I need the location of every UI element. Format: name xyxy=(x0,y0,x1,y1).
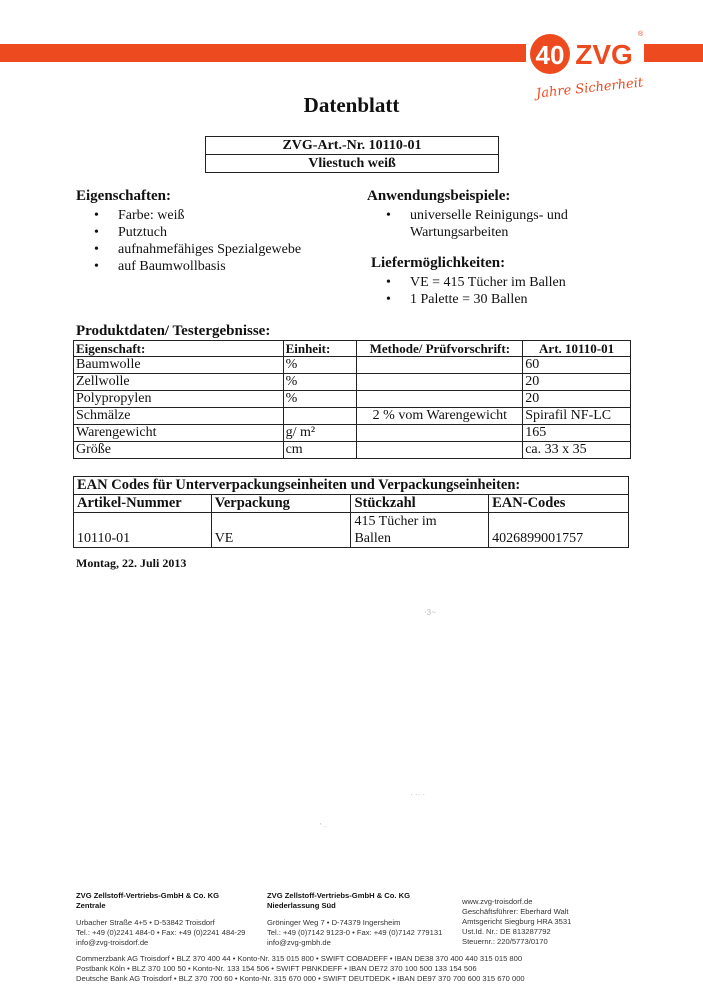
list-item: • universelle Reinigungs- und xyxy=(386,207,568,224)
list-item: • VE = 415 Tücher im Ballen xyxy=(386,274,566,291)
table-row xyxy=(74,442,631,459)
header-accent-bar xyxy=(0,44,526,62)
ean-heading: EAN Codes für Unterverpackungseinheiten und Verpackungseinheiten: xyxy=(74,477,629,495)
table-cell: Schmälze xyxy=(74,408,284,425)
footer-vat: Ust.Id. Nr.: DE 813287792 xyxy=(462,927,551,936)
column-header: Artikel-Nummer xyxy=(74,495,212,513)
table-row xyxy=(74,513,629,548)
footer-court: Amtsgericht Siegburg HRA 3531 xyxy=(462,917,572,926)
ean-title-row xyxy=(74,477,629,495)
footer-email[interactable]: info@zvg-troisdorf.de xyxy=(76,938,149,947)
table-cell xyxy=(357,391,523,408)
table-cell: Polypropylen xyxy=(74,391,284,408)
table-cell xyxy=(351,513,489,548)
table-cell: VE xyxy=(211,513,351,548)
table-cell xyxy=(357,442,523,459)
column-header: EAN-Codes xyxy=(489,495,629,513)
table-row xyxy=(74,391,631,408)
footer-tax: Steuernr.: 220/5773/0170 xyxy=(462,937,548,946)
table-cell: ca. 33 x 35 xyxy=(523,442,631,459)
usage-heading: Anwendungsbeispiele: xyxy=(367,188,511,204)
table-cell: 60 xyxy=(523,357,631,374)
list-item: • Putztuch xyxy=(94,224,301,241)
table-cell: 20 xyxy=(523,391,631,408)
logo-tagline: Jahre Sicherheit xyxy=(535,75,644,102)
document-date: Montag, 22. Juli 2013 xyxy=(76,556,187,570)
table-cell: cm xyxy=(283,442,357,459)
table-cell: Warengewicht xyxy=(74,425,284,442)
footer-web[interactable]: www.zvg-troisdorf.de xyxy=(462,897,533,906)
table-cell: Baumwolle xyxy=(74,357,284,374)
quantity-line: 415 Tücher im xyxy=(354,514,437,529)
properties-list xyxy=(94,207,301,275)
table-header-row xyxy=(74,341,631,357)
column-header: Art. 10110-01 xyxy=(523,341,631,357)
footer-company: ZVG Zellstoff-Vertriebs-GmbH & Co. KG xyxy=(267,891,411,900)
quantity-line: Ballen xyxy=(354,531,391,546)
usage-item-continued: Wartungsarbeiten xyxy=(410,225,509,240)
table-header-row xyxy=(74,495,629,513)
logo-number: 40 xyxy=(535,40,565,70)
footer-label: Zentrale xyxy=(76,901,106,910)
column-header: Methode/ Prüfvorschrift: xyxy=(357,341,523,357)
table-cell xyxy=(357,425,523,442)
table-cell: Spirafil NF-LC xyxy=(523,408,631,425)
table-row xyxy=(74,425,631,442)
list-item: • aufnahmefähiges Spezialgewebe xyxy=(94,241,301,258)
list-item: • Farbe: weiß xyxy=(94,207,301,224)
footer-phone: Tel.: +49 (0)2241 484-0 • Fax: +49 (0)2241 484-29 xyxy=(76,928,246,937)
footer-banks xyxy=(76,954,676,984)
footer-label: Niederlassung Süd xyxy=(267,901,336,910)
usage-list xyxy=(386,207,568,224)
footer-legal xyxy=(462,897,662,947)
logo-brand: ZVG xyxy=(575,39,633,70)
column-header: Einheit: xyxy=(283,341,357,357)
logo-registered: ® xyxy=(638,31,644,38)
properties-heading: Eigenschaften: xyxy=(76,188,171,204)
column-header: Eigenschaft: xyxy=(74,341,284,357)
column-header: Verpackung xyxy=(211,495,351,513)
table-cell: g/ m² xyxy=(283,425,357,442)
product-data-heading: Produktdaten/ Testergebnisse: xyxy=(76,323,271,339)
table-cell: 165 xyxy=(523,425,631,442)
table-cell: % xyxy=(283,357,357,374)
list-item: • 1 Palette = 30 Ballen xyxy=(386,291,566,308)
article-name: Vliestuch weiß xyxy=(308,156,396,171)
table-cell: Größe xyxy=(74,442,284,459)
bank-line: Deutsche Bank AG Troisdorf • BLZ 370 700 60 • Konto-Nr. 315 670 000 • SWIFT DEUTDEDK • IBAN DE97 370 700 600 315 670 000 xyxy=(76,974,525,983)
table-row xyxy=(74,408,631,425)
footer-address: Gröninger Weg 7 • D-74379 Ingersheim xyxy=(267,918,401,927)
footer-address: Urbacher Straße 4+5 • D-53842 Troisdorf xyxy=(76,918,215,927)
table-cell: 20 xyxy=(523,374,631,391)
footer-branch xyxy=(267,891,457,948)
article-number: ZVG-Art.-Nr. 10110-01 xyxy=(206,137,498,155)
footer-email[interactable]: info@zvg-gmbh.de xyxy=(267,938,331,947)
table-cell: 4026899001757 xyxy=(489,513,629,548)
page-title: Datenblatt xyxy=(303,93,400,117)
table-cell xyxy=(357,357,523,374)
list-item: • auf Baumwollbasis xyxy=(94,258,301,275)
delivery-list xyxy=(386,274,566,308)
table-cell xyxy=(283,408,357,425)
bank-line: Commerzbank AG Troisdorf • BLZ 370 400 44 • Konto-Nr. 315 015 800 • SWIFT COBADEFF • IBAN DE38 370 400 440 315 015 800 xyxy=(76,954,523,963)
footer-ceo: Geschäftsführer: Eberhard Walt xyxy=(462,907,569,916)
footer-phone: Tel.: +49 (0)7142 9123-0 • Fax: +49 (0)7142 779131 xyxy=(267,928,443,937)
product-data-table xyxy=(73,340,631,459)
table-cell: 10110-01 xyxy=(74,513,212,548)
delivery-heading: Liefermöglichkeiten: xyxy=(371,255,506,271)
table-cell: % xyxy=(283,391,357,408)
ean-table xyxy=(73,476,629,548)
footer-headquarters xyxy=(76,891,266,948)
table-cell: 2 % vom Warengewicht xyxy=(357,408,523,425)
table-row xyxy=(74,374,631,391)
article-box xyxy=(205,136,499,173)
table-cell xyxy=(357,374,523,391)
table-cell: Zellwolle xyxy=(74,374,284,391)
bank-line: Postbank Köln • BLZ 370 100 50 • Konto-Nr. 133 154 506 • SWIFT PBNKDEFF • IBAN DE72 370 100 500 133 154 506 xyxy=(76,964,477,973)
footer-company: ZVG Zellstoff-Vertriebs-GmbH & Co. KG xyxy=(76,891,220,900)
table-row xyxy=(74,357,631,374)
table-cell: % xyxy=(283,374,357,391)
column-header: Stückzahl xyxy=(351,495,489,513)
